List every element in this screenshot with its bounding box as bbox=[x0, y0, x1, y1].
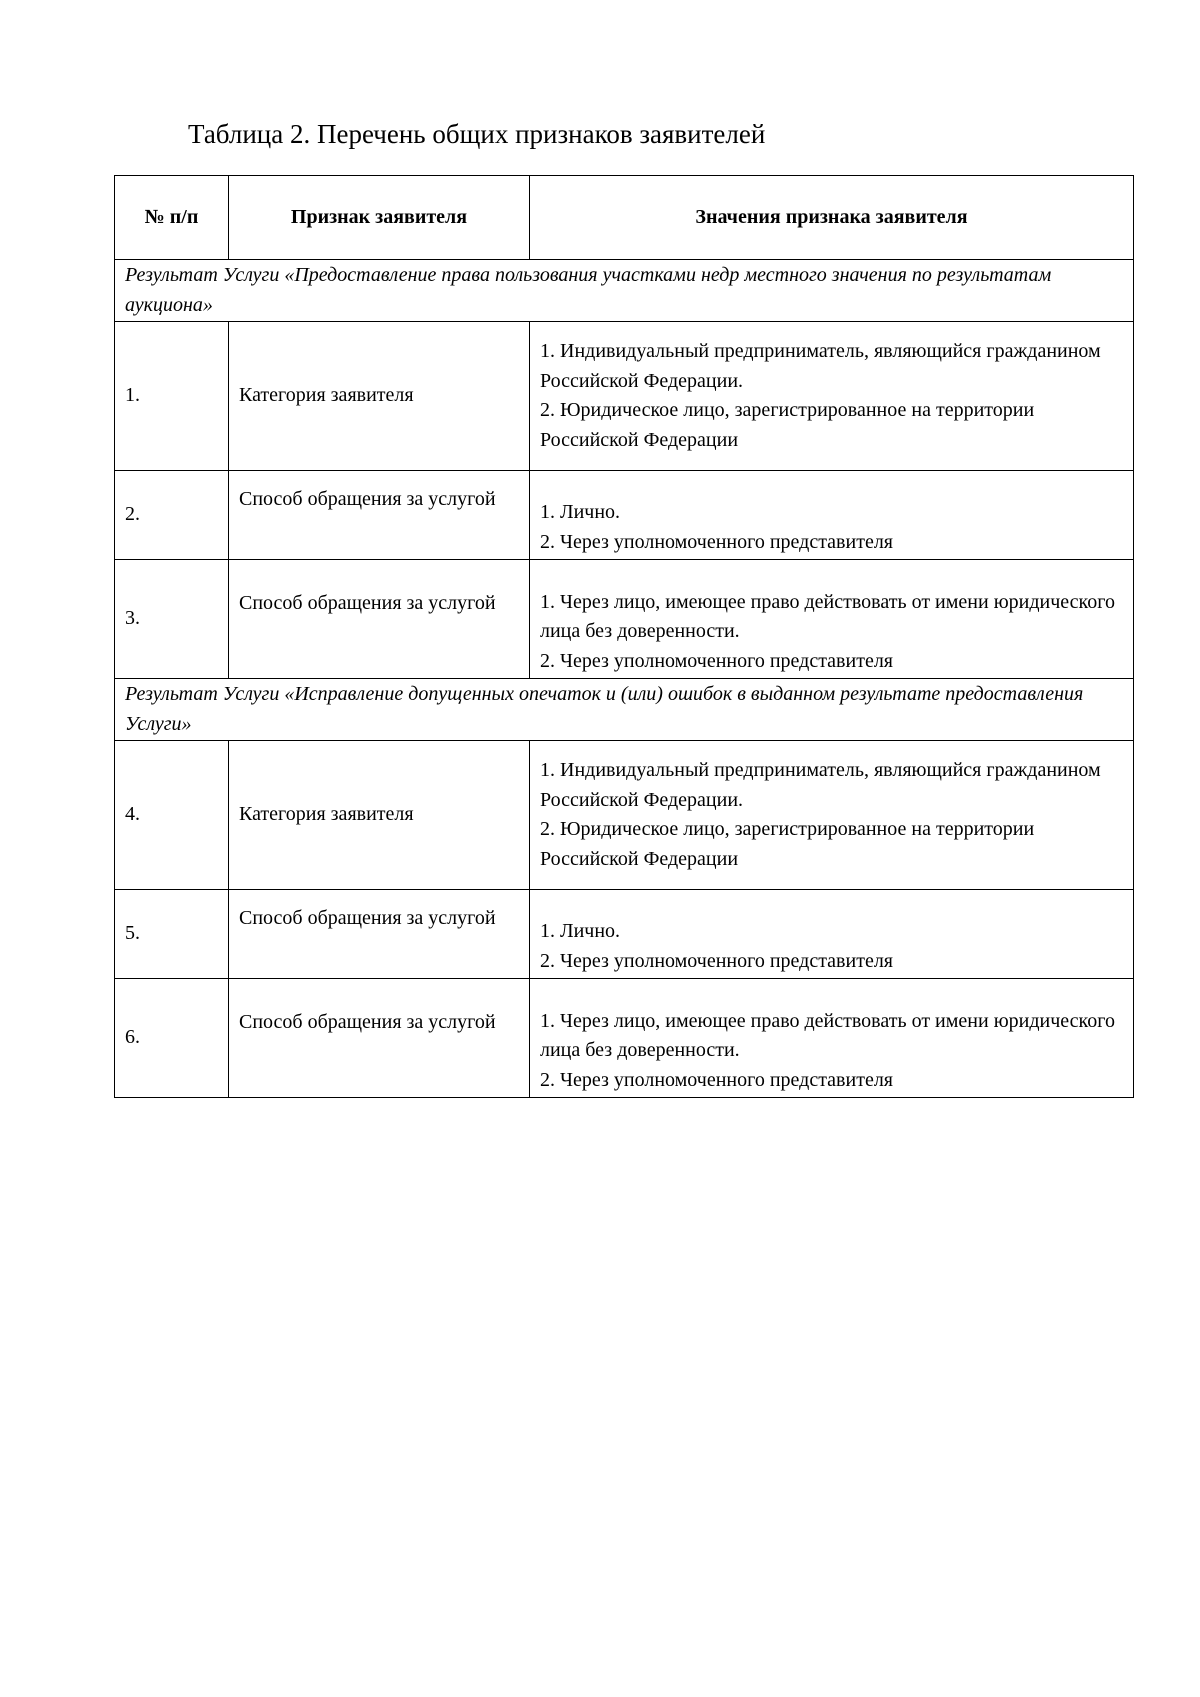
row-number: 3. bbox=[115, 560, 229, 679]
value-line: 1. Через лицо, имеющее право действовать от имени юридического лица без доверенности. bbox=[540, 1009, 1115, 1061]
row-values bbox=[530, 979, 1134, 1098]
value-line: 1. Через лицо, имеющее право действовать от имени юридического лица без доверенности. bbox=[540, 590, 1115, 642]
table-row bbox=[115, 741, 1134, 890]
header-values: Значения признака заявителя bbox=[530, 176, 1134, 260]
value-line: 2. Через уполномоченного представителя bbox=[540, 530, 893, 553]
value-line: 1. Лично. bbox=[540, 501, 621, 523]
table-row bbox=[115, 322, 1134, 471]
row-number: 4. bbox=[115, 741, 229, 890]
row-attribute: Категория заявителя bbox=[229, 322, 530, 471]
value-line: 2. Юридическое лицо, зарегистрированное на территории Российской Федерации bbox=[540, 399, 1035, 451]
value-line: 2. Через уполномоченного представителя bbox=[540, 649, 893, 672]
row-values bbox=[530, 741, 1134, 890]
row-attribute: Способ обращения за услугой bbox=[229, 560, 530, 679]
row-number: 1. bbox=[115, 322, 229, 471]
value-line: 2. Через уполномоченного представителя bbox=[540, 949, 893, 972]
section-title: Результат Услуги «Предоставление права пользования участками недр местного значения по результатам аукциона» bbox=[115, 260, 1134, 322]
row-attribute: Способ обращения за услугой bbox=[229, 979, 530, 1098]
value-line: 1. Лично. bbox=[540, 920, 621, 942]
value-line: 2. Юридическое лицо, зарегистрированное на территории Российской Федерации bbox=[540, 818, 1035, 870]
section-row bbox=[115, 260, 1134, 322]
value-line: 1. Индивидуальный предприниматель, являющийся гражданином Российской Федерации. bbox=[540, 759, 1101, 811]
applicant-attributes-table bbox=[114, 175, 1134, 1098]
row-values bbox=[530, 890, 1134, 979]
table-body bbox=[115, 260, 1134, 1098]
header-number: № п/п bbox=[115, 176, 229, 260]
document-title: Таблица 2. Перечень общих признаков заявителей bbox=[188, 119, 766, 149]
table-row bbox=[115, 890, 1134, 979]
table-row bbox=[115, 471, 1134, 560]
row-values bbox=[530, 471, 1134, 560]
value-line: 1. Индивидуальный предприниматель, являющийся гражданином Российской Федерации. bbox=[540, 340, 1101, 392]
table-row bbox=[115, 560, 1134, 679]
row-values bbox=[530, 322, 1134, 471]
row-number: 2. bbox=[115, 471, 229, 560]
row-attribute: Способ обращения за услугой bbox=[229, 890, 530, 979]
row-number: 5. bbox=[115, 890, 229, 979]
row-number: 6. bbox=[115, 979, 229, 1098]
section-title: Результат Услуги «Исправление допущенных опечаток и (или) ошибок в выданном результате предоставления Услуги» bbox=[115, 679, 1134, 741]
section-row bbox=[115, 679, 1134, 741]
row-values bbox=[530, 560, 1134, 679]
value-line: 2. Через уполномоченного представителя bbox=[540, 1068, 893, 1091]
header-attribute: Признак заявителя bbox=[229, 176, 530, 260]
table-header-row bbox=[115, 176, 1134, 260]
table-row bbox=[115, 979, 1134, 1098]
row-attribute: Категория заявителя bbox=[229, 741, 530, 890]
row-attribute: Способ обращения за услугой bbox=[229, 471, 530, 560]
